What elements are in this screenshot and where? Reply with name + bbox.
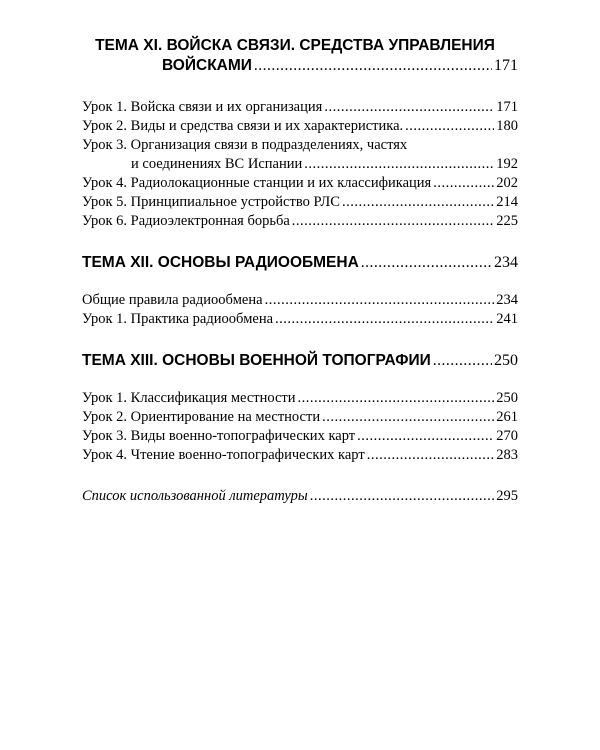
dot-leader <box>324 98 494 117</box>
dot-leader <box>265 291 495 310</box>
dot-leader <box>342 193 494 212</box>
toc-item-page: 202 <box>496 175 518 191</box>
dot-leader <box>367 446 495 465</box>
toc-item-label: Урок 1. Практика радиообмена <box>82 311 274 327</box>
toc-theme-11[interactable] <box>82 36 518 76</box>
toc-item-page: 283 <box>496 447 518 463</box>
toc-theme-12[interactable] <box>82 253 518 273</box>
toc-item[interactable] <box>82 212 518 231</box>
dot-leader <box>275 310 494 329</box>
theme-11-title-line2: ВОЙСКАМИ <box>162 57 252 74</box>
toc-item[interactable] <box>82 389 518 408</box>
dot-leader <box>357 427 494 446</box>
toc-item[interactable] <box>82 136 518 174</box>
toc-item-page: 234 <box>496 292 518 308</box>
toc-item-label-line1: Урок 3. Организация связи в подразделениях, частях <box>82 137 408 153</box>
theme-13-title: ТЕМА XIII. ОСНОВЫ ВОЕННОЙ ТОПОГРАФИИ <box>82 352 431 369</box>
toc-item[interactable] <box>82 446 518 465</box>
toc-item[interactable] <box>82 310 518 329</box>
toc-item[interactable] <box>82 117 518 136</box>
toc-item-page: 261 <box>496 409 518 425</box>
toc-item-label: Урок 3. Виды военно-топографических карт <box>82 428 356 444</box>
dot-leader <box>433 351 492 371</box>
dot-leader <box>304 155 494 174</box>
theme-12-title: ТЕМА XII. ОСНОВЫ РАДИООБМЕНА <box>82 254 359 271</box>
toc-bibliography[interactable] <box>82 487 518 506</box>
toc-item-label: Общие правила радиообмена <box>82 292 263 308</box>
toc-item-page: 250 <box>496 390 518 406</box>
dot-leader <box>310 487 495 506</box>
toc-item-page: 192 <box>496 156 518 172</box>
toc-theme-13[interactable] <box>82 351 518 371</box>
toc-item-page: 214 <box>496 194 518 210</box>
toc-item-page: 180 <box>496 118 518 134</box>
toc-item[interactable] <box>82 408 518 427</box>
dot-leader <box>322 408 494 427</box>
toc-item-label-line2: и соединениях ВС Испании <box>131 156 303 172</box>
toc-item-label: Урок 4. Радиолокационные станции и их классификация <box>82 175 432 191</box>
dot-leader <box>405 117 494 136</box>
theme-13-page: 250 <box>494 352 518 369</box>
dot-leader <box>298 389 495 408</box>
toc-item-page: 225 <box>496 213 518 229</box>
dot-leader <box>292 212 494 231</box>
toc-item-label: Урок 2. Ориентирование на местности <box>82 409 321 425</box>
toc-item-label: Урок 2. Виды и средства связи и их характеристика. <box>82 118 404 134</box>
bibliography-label: Список использованной литературы <box>82 488 308 504</box>
toc-item-page: 171 <box>496 99 518 115</box>
table-of-contents <box>82 36 518 506</box>
theme-11-title-line1: ТЕМА XI. ВОЙСКА СВЯЗИ. СРЕДСТВА УПРАВЛЕНИЯ <box>95 37 495 54</box>
theme-12-page: 234 <box>494 254 518 271</box>
toc-item-label: Урок 5. Принципиальное устройство РЛС <box>82 194 340 210</box>
dot-leader <box>361 253 492 273</box>
toc-item[interactable] <box>82 427 518 446</box>
toc-item-label: Урок 1. Войска связи и их организация <box>82 99 323 115</box>
bibliography-page: 295 <box>496 488 518 504</box>
toc-item-page: 270 <box>496 428 518 444</box>
toc-item[interactable] <box>82 193 518 212</box>
toc-item-label: Урок 4. Чтение военно-топографических карт <box>82 447 365 463</box>
toc-item-page: 241 <box>496 311 518 327</box>
toc-item[interactable] <box>82 98 518 117</box>
theme-11-page: 171 <box>494 57 518 74</box>
toc-item-label: Урок 6. Радиоэлектронная борьба <box>82 213 290 229</box>
dot-leader <box>254 56 492 76</box>
toc-item-label: Урок 1. Классификация местности <box>82 390 296 406</box>
toc-item[interactable] <box>82 291 518 310</box>
dot-leader <box>433 174 494 193</box>
toc-item[interactable] <box>82 174 518 193</box>
